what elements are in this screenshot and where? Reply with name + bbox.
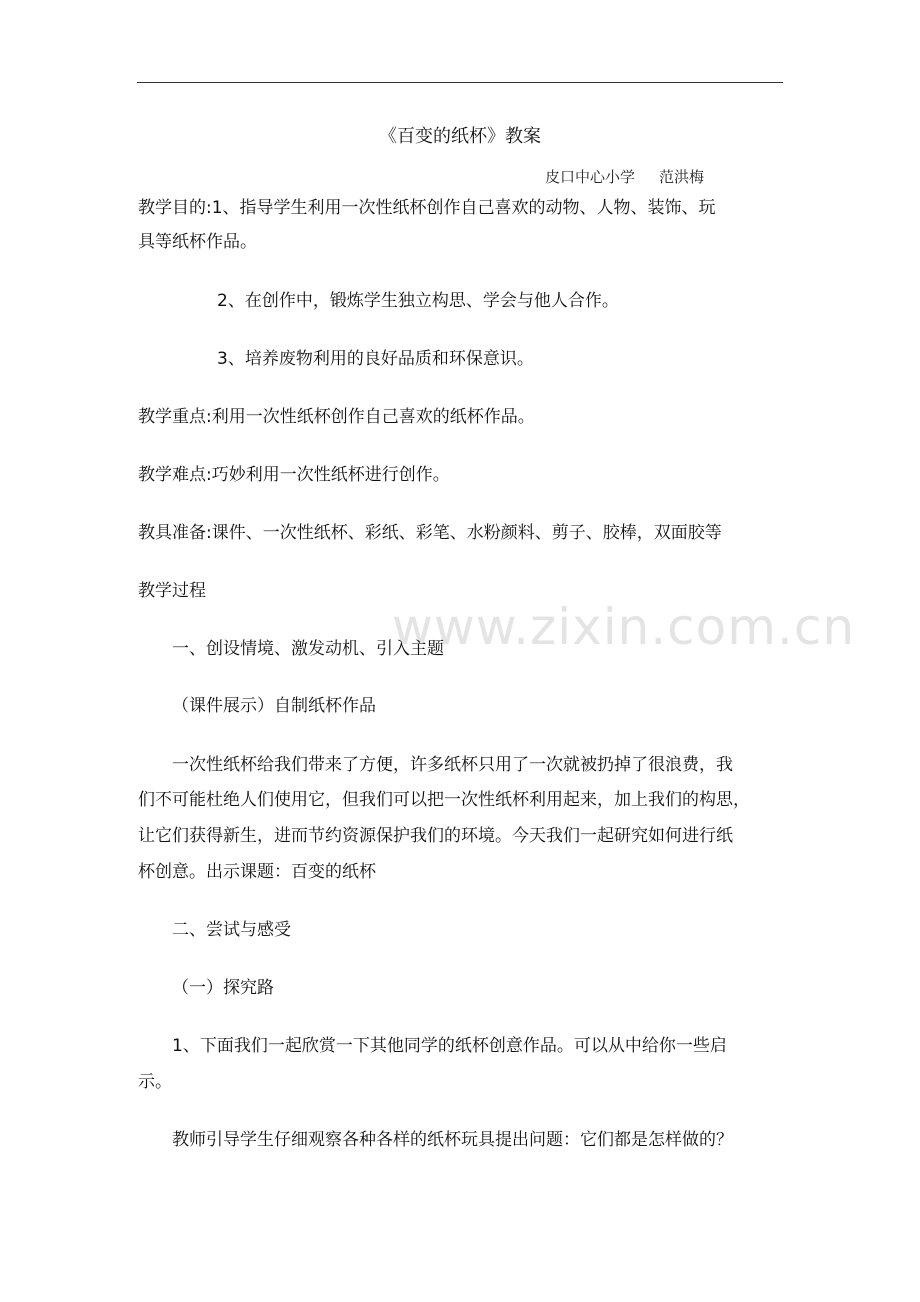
section-2-heading: 二、尝试与感受 [172, 920, 291, 940]
key-point: 教学重点:利用一次性纸杯创作自己喜欢的纸杯作品。 [138, 407, 535, 427]
section-1-para-4: 杯创意。出示课题：百变的纸杯 [138, 862, 376, 882]
process-heading: 教学过程 [138, 581, 206, 601]
objectives-line-1 [138, 196, 716, 220]
watermark: www.zixin.com.cn [392, 598, 856, 656]
header-rule [137, 82, 783, 83]
objective-item-3: 3、培养废物利用的良好品质和环保意识。 [217, 349, 534, 369]
section-2-item-1: 1、下面我们一起欣赏一下其他同学的纸杯创意作品。可以从中给你一些启 [172, 1036, 727, 1056]
section-1-para-1: 一次性纸杯给我们带来了方便，许多纸杯只用了一次就被扔掉了很浪费，我 [172, 755, 733, 775]
author-name: 范洪梅 [659, 168, 705, 186]
section-1-para-3: 让它们获得新生，进而节约资源保护我们的环境。今天我们一起研究如何进行纸 [138, 826, 733, 846]
document-title: 《百变的纸杯》教案 [379, 126, 541, 147]
materials: 教具准备:课件、一次性纸杯、彩纸、彩笔、水粉颜料、剪子、胶棒，双面胶等 [138, 523, 722, 543]
objective-item-1-cont: 具等纸杯作品。 [138, 232, 257, 252]
author-line [545, 166, 704, 188]
objective-item-1: 1、指导学生利用一次性纸杯创作自己喜欢的动物、人物、装饰、玩 [211, 198, 716, 218]
difficulty: 教学难点:巧妙利用一次性纸杯进行创作。 [138, 465, 450, 485]
section-2-item-1-cont: 示。 [138, 1072, 172, 1092]
section-2-sub: （一）探究路 [172, 978, 274, 998]
section-1-heading: 一、创设情境、激发动机、引入主题 [172, 639, 444, 659]
objectives-label: 教学目的: [138, 198, 212, 218]
section-1-sub: （课件展示）自制纸杯作品 [172, 696, 376, 716]
objective-item-2: 2、在创作中，锻炼学生独立构思、学会与他人合作。 [217, 291, 619, 311]
author-school: 皮口中心小学 [545, 168, 636, 186]
section-2-para: 教师引导学生仔细观察各种各样的纸杯玩具提出问题：它们都是怎样做的？ [172, 1130, 733, 1150]
section-1-para-2: 们不可能杜绝人们使用它，但我们可以把一次性纸杯利用起来，加上我们的构思， [138, 790, 750, 810]
